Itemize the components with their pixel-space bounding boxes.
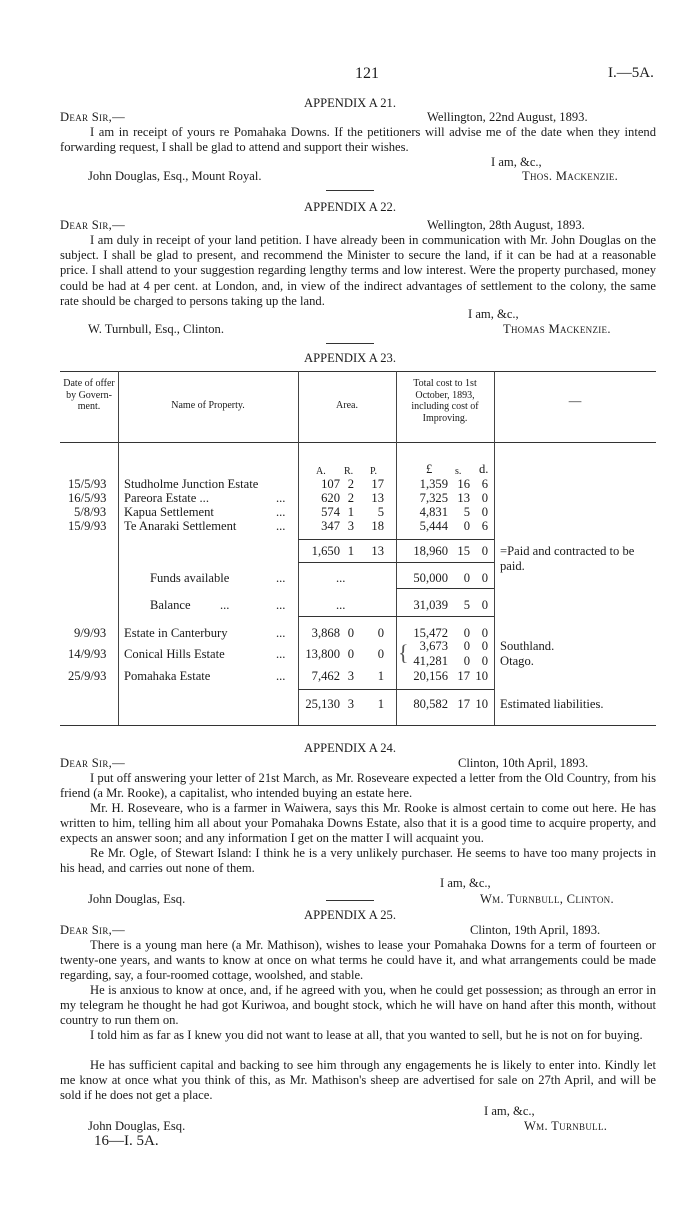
letter-paragraph: He has sufficient capital and backing to see him through any engagements he is likely to enter into. Kindly let me know at once what you think of this, as Mr. Mathison's sheep are advertised for sale on 27th April, and will be sold if he does not get a place. [60, 1058, 656, 1103]
row-pence: 6 [481, 519, 488, 533]
row-acres: 107 [321, 477, 340, 491]
row-leader: ... [276, 669, 286, 683]
letter-closing: I am, &c., [468, 307, 519, 321]
row-date: 14/9/93 [68, 647, 107, 661]
row-acres: 13,800 [305, 647, 340, 661]
row-shillings: 0 [463, 519, 470, 533]
row-date: 15/5/93 [68, 477, 107, 491]
subtotal-pence: 0 [481, 544, 488, 558]
balance-label: Balance [150, 598, 191, 612]
row-roods: 0 [347, 626, 354, 640]
letter-closing: I am, &c., [440, 876, 491, 890]
unit-pounds: £ [426, 462, 433, 476]
row-name: Estate in Canterbury [124, 626, 228, 640]
row-roods: 2 [347, 491, 354, 505]
row-pence: 0 [481, 626, 488, 640]
unit-roods: R. [344, 466, 354, 477]
row-perches: 5 [377, 505, 384, 519]
letter-paragraph: I told him as far as I knew you did not want to lease at all, that you wanted to sell, but he is not on for buying. [90, 1028, 643, 1042]
row-shillings: 0 [463, 626, 470, 640]
place-date: Clinton, 19th April, 1893. [470, 923, 601, 937]
row-leader: ... [276, 491, 286, 505]
row-shillings: 13 [457, 491, 470, 505]
row-shillings: 17 [457, 669, 470, 683]
total-perches: 1 [377, 697, 384, 711]
row-pounds: 15,472 [413, 626, 448, 640]
funds-available-leader: ... [276, 571, 286, 585]
subtotal-acres: 1,650 [311, 544, 340, 558]
row-name: Studholme Junction Estate [124, 477, 259, 491]
column-header-cost: Total cost to 1st October, 1893, including cost of Improving. [411, 378, 479, 424]
row-date: 9/9/93 [74, 626, 107, 640]
row-pounds: 20,156 [413, 669, 448, 683]
row-remark: Southland. [500, 639, 555, 653]
row-pence: 0 [481, 491, 488, 505]
balance-shillings: 5 [463, 598, 470, 612]
letter-body: I am duly in receipt of your land petition. I have already been in communication with Mr. John Douglas on the subject. I shall be glad to present, and recommend the Minister to secure the land, if it can be had at a reasonable price. I shall attend to your suggestion regarding lengthy terms and low interest. Were the property purchased, money could be had at 4 per cent. at London, and, in view of the indirect advantages of settlement to the colony, the same rate should be charged to persons taking up the land. [60, 233, 656, 308]
subtotal-remark: =Paid and contracted to be paid. [500, 544, 635, 574]
row-date: 25/9/93 [68, 669, 107, 683]
salutation: Dear Sir,— [60, 110, 125, 124]
row-pence: 0 [481, 639, 488, 653]
page-number: 121 [355, 65, 379, 82]
column-header-area: Area. [336, 400, 358, 411]
row-shillings: 16 [457, 477, 470, 491]
column-header-name: Name of Property. [171, 400, 245, 411]
signature: Wm. Turnbull. [524, 1119, 608, 1133]
signature: Thomas Mackenzie. [503, 322, 611, 336]
balance-pounds: 31,039 [413, 598, 448, 612]
funds-available-label: Funds available [150, 571, 230, 585]
row-roods: 1 [347, 505, 354, 519]
table-top-rule [60, 371, 656, 372]
row-acres: 7,462 [311, 669, 340, 683]
subtotal-shillings: 15 [457, 544, 470, 558]
letter-closing: I am, &c., [484, 1104, 535, 1118]
row-pounds: 7,325 [419, 491, 448, 505]
row-roods: 2 [347, 477, 354, 491]
row-date: 15/9/93 [68, 519, 107, 533]
letter-paragraph: There is a young man here (a Mr. Mathison), wishes to lease your Pomahaka Downs for a term of fourteen or twenty-one years, and wants to know at once on what terms he could have it, and what arrangements could be made regarding, say, a four-roomed cottage, woolshed, and stable. [60, 938, 656, 983]
row-name: Kapua Settlement [124, 505, 214, 519]
row-leader: ... [276, 519, 286, 533]
funds-available-pence: 0 [481, 571, 488, 585]
row-name: Conical Hills Estate [124, 647, 225, 661]
addressee: John Douglas, Esq., Mount Royal. [88, 169, 262, 183]
row-perches: 18 [371, 519, 384, 533]
column-rule [396, 371, 397, 725]
divider [326, 190, 374, 191]
signature-mark: 16—I. 5A. [94, 1133, 159, 1149]
balance-leader: ... [276, 598, 286, 612]
column-rule [494, 371, 495, 725]
row-acres: 620 [321, 491, 340, 505]
funds-available-area: ... [336, 571, 346, 585]
row-pence: 6 [481, 477, 488, 491]
row-pounds: 5,444 [419, 519, 448, 533]
funds-available-pounds: 50,000 [413, 571, 448, 585]
row-name: Te Anaraki Settlement [124, 519, 237, 533]
row-roods: 3 [347, 669, 354, 683]
letter-body: I am in receipt of yours re Pomahaka Downs. If the petitioners will advise me of the date when they intend forwarding request, I shall be glad to attend and support their wishes. [60, 125, 656, 155]
column-rule [118, 371, 119, 725]
salutation: Dear Sir,— [60, 923, 125, 937]
row-roods: 0 [347, 647, 354, 661]
row-acres: 3,868 [311, 626, 340, 640]
row-pounds: 4,831 [419, 505, 448, 519]
balance-rule [298, 616, 494, 617]
row-perches: 1 [377, 669, 384, 683]
row-perches: 0 [377, 626, 384, 640]
balance-pence: 0 [481, 598, 488, 612]
total-shillings: 17 [457, 697, 470, 711]
row-name: Pomahaka Estate [124, 669, 211, 683]
place-date: Wellington, 28th August, 1893. [427, 218, 585, 232]
column-header-remarks: — [568, 394, 582, 408]
funds-rule [396, 588, 494, 589]
signature: Thos. Mackenzie. [522, 169, 619, 183]
letter-paragraph: He is anxious to know at once, and, if he agreed with you, when he could get possession; as through an error in my telegram he thought he had got Kuriwoa, and bought stock, which he will have on hand after this month, without country to run them on. [60, 983, 656, 1028]
total-pence: 10 [475, 697, 488, 711]
appendix-24-title: APPENDIX A 24. [303, 741, 397, 755]
place-date: Wellington, 22nd August, 1893. [427, 110, 588, 124]
place-date: Clinton, 10th April, 1893. [458, 756, 589, 770]
row-acres: 347 [321, 519, 340, 533]
subtotal-pounds: 18,960 [413, 544, 448, 558]
row-pence-second: 0 [481, 654, 488, 668]
subtotal-roods: 1 [347, 544, 354, 558]
addressee: John Douglas, Esq. [88, 892, 186, 906]
row-pounds-second: 41,281 [413, 654, 448, 668]
total-rule [298, 689, 494, 690]
balance-area: ... [336, 598, 346, 612]
unit-perches: P. [370, 466, 377, 477]
subtotal-bottom-rule [298, 562, 494, 563]
row-leader: ... [276, 626, 286, 640]
row-roods: 3 [347, 519, 354, 533]
unit-pence: d. [479, 462, 489, 476]
row-shillings: 5 [463, 505, 470, 519]
appendix-23-title: APPENDIX A 23. [303, 351, 397, 365]
row-acres: 574 [321, 505, 340, 519]
funds-available-shillings: 0 [463, 571, 470, 585]
row-perches: 0 [377, 647, 384, 661]
total-pounds: 80,582 [413, 697, 448, 711]
unit-shillings: s. [455, 466, 462, 477]
row-date: 5/8/93 [74, 505, 107, 519]
letter-paragraph: Mr. H. Roseveare, who is a farmer in Waiwera, says this Mr. Rooke is almost certain to come out here. He has written to him, telling him all about your Pomahaka Downs Estate, also that it is a good time to acquire property, and expects an answer soon; and any information I get on the matter I will acquaint you. [60, 801, 656, 846]
divider [326, 900, 374, 901]
column-header-date: Date of offer by Govern- ment. [63, 378, 115, 412]
letter-paragraph: I put off answering your letter of 21st March, as Mr. Roseveare expected a letter from the Old Country, from his friend (a Mr. Rooke), a capitalist, who intended buying an estate here. [60, 771, 656, 801]
appendix-21-title: APPENDIX A 21. [303, 96, 397, 110]
total-acres: 25,130 [305, 697, 340, 711]
row-name: Pareora Estate ... [124, 491, 209, 505]
total-remark: Estimated liabilities. [500, 697, 604, 711]
row-pence: 0 [481, 505, 488, 519]
row-shillings-second: 0 [463, 654, 470, 668]
row-date: 16/5/93 [68, 491, 107, 505]
table-header-rule [60, 442, 656, 443]
brace: { [398, 640, 409, 665]
divider [326, 343, 374, 344]
row-perches: 17 [371, 477, 384, 491]
row-shillings: 0 [463, 639, 470, 653]
table-bottom-rule [60, 725, 656, 726]
row-perches: 13 [371, 491, 384, 505]
balance-leader: ... [220, 598, 230, 612]
row-pounds: 3,673 [419, 639, 448, 653]
salutation: Dear Sir,— [60, 218, 125, 232]
row-remark-second: Otago. [500, 654, 534, 668]
appendix-25-title: APPENDIX A 25. [303, 908, 397, 922]
salutation: Dear Sir,— [60, 756, 125, 770]
addressee: John Douglas, Esq. [88, 1119, 186, 1133]
signature: Wm. Turnbull, Clinton. [480, 892, 614, 906]
document-reference: I.—5A. [608, 65, 654, 81]
letter-closing: I am, &c., [491, 155, 542, 169]
total-roods: 3 [347, 697, 354, 711]
subtotal-rule [298, 539, 494, 540]
row-pence: 10 [475, 669, 488, 683]
unit-acres: A. [316, 466, 326, 477]
subtotal-perches: 13 [371, 544, 384, 558]
letter-paragraph: Re Mr. Ogle, of Stewart Island: I think he is a very unlikely purchaser. He seems to have too many projects in his head, and carries out none of them. [60, 846, 656, 876]
appendix-22-title: APPENDIX A 22. [303, 200, 397, 214]
addressee: W. Turnbull, Esq., Clinton. [88, 322, 224, 336]
row-pounds: 1,359 [419, 477, 448, 491]
row-leader: ... [276, 505, 286, 519]
row-leader: ... [276, 647, 286, 661]
